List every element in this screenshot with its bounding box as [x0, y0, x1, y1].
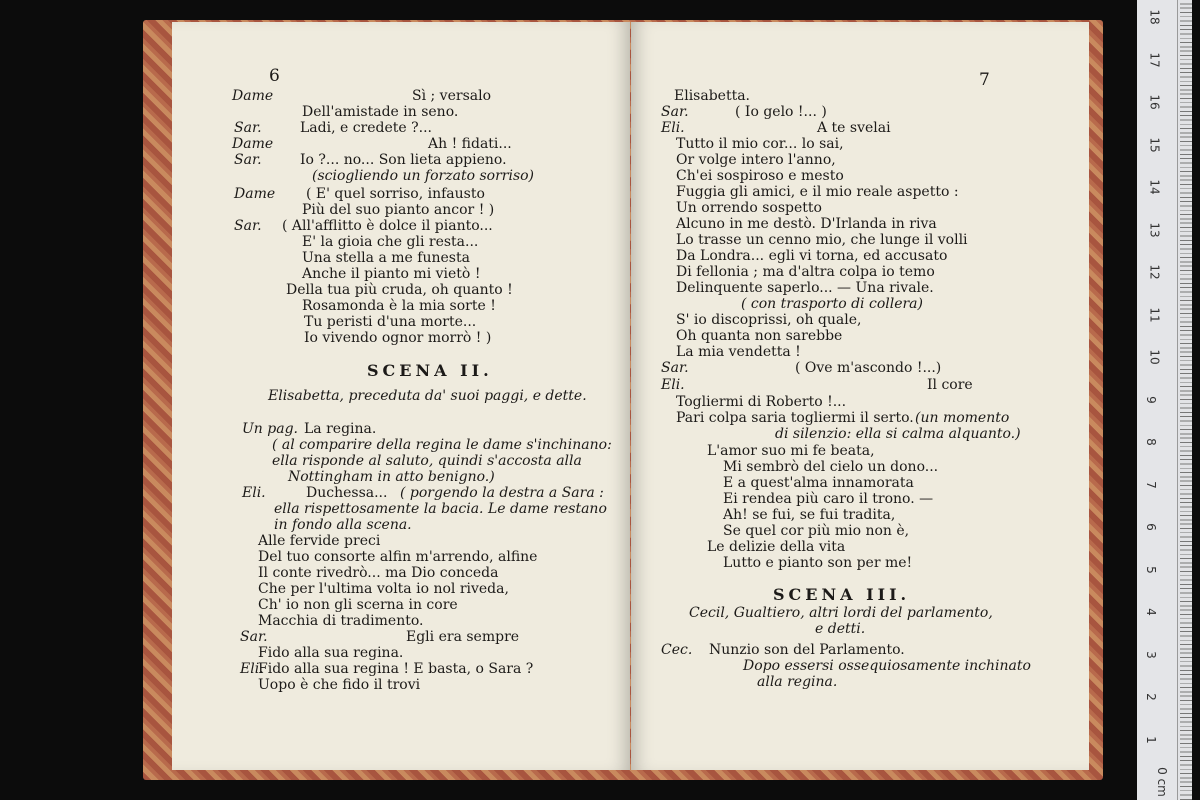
text-line: Dell'amistade in seno.	[302, 104, 459, 120]
text-line: Un pag.	[242, 421, 298, 437]
text-line: Ch'ei sospiroso e mesto	[676, 168, 844, 184]
ruler-tick-label: 6	[1143, 523, 1158, 531]
text-line: Egli era sempre	[406, 629, 520, 645]
text-line: Da Londra... egli vi torna, ed accusato	[676, 248, 948, 264]
text-line: Delinquente saperlo... — Una rivale.	[676, 280, 934, 296]
text-line: Ah! se fui, se fui tradita,	[723, 507, 896, 523]
text-line: Fuggia gli amici, e il mio reale aspetto :	[676, 184, 959, 200]
text-line: ella risponde al saluto, quindi s'accosta alla	[272, 453, 582, 469]
ruler-tick-label: 10	[1147, 349, 1162, 365]
text-line: Il conte rivedrò... ma Dio conceda	[258, 565, 499, 581]
text-line: Sar.	[240, 629, 268, 645]
text-line: (un momento	[915, 410, 1010, 426]
text-line: Io vivendo ognor morrò ! )	[304, 330, 492, 346]
text-line: Se quel cor più mio non è,	[723, 523, 910, 539]
text-line: Fido alla sua regina ! E basta, o Sara ?	[258, 661, 534, 677]
text-line: Uopo è che fido il trovi	[258, 677, 421, 693]
scene-heading: SCENA II.	[367, 361, 493, 380]
text-line: Cecil, Gualtiero, altri lordi del parlamento,	[689, 605, 993, 621]
text-line: Nunzio son del Parlamento.	[709, 642, 905, 658]
ruler-tick-label: 16	[1147, 94, 1162, 110]
text-line: Un orrendo sospetto	[676, 200, 822, 216]
text-line: Ch' io non gli scerna in core	[258, 597, 458, 613]
text-line: Fido alla sua regina.	[258, 645, 404, 661]
text-line: La regina.	[304, 421, 377, 437]
ruler-tick-label: 17	[1147, 51, 1162, 68]
text-line: ella rispettosamente la bacia. Le dame restano	[274, 501, 607, 517]
text-line: Ladi, e credete ?...	[300, 120, 433, 136]
ruler-tick-label: 18	[1147, 9, 1162, 25]
text-line: e detti.	[815, 621, 866, 637]
text-line: S' io discoprissi, oh quale,	[676, 312, 862, 328]
text-line: L'amor suo mi fe beata,	[707, 443, 875, 459]
ruler-tick-label: 12	[1147, 264, 1162, 280]
text-line: Eli.	[661, 377, 685, 393]
text-line: Alle fervide preci	[258, 533, 381, 549]
text-line: E a quest'alma innamorata	[723, 475, 914, 491]
text-line: E' la gioia che gli resta...	[302, 234, 479, 250]
text-line: Eli.	[240, 661, 264, 677]
text-line: Elisabetta.	[674, 88, 751, 104]
text-line: ( con trasporto di collera)	[741, 296, 923, 312]
text-line: ( Ove m'ascondo !...)	[795, 360, 942, 376]
text-line: Di fellonia ; ma d'altra colpa io temo	[676, 264, 935, 280]
ruler-tick-label: 1	[1143, 735, 1158, 744]
text-line: in fondo alla scena.	[274, 517, 412, 533]
text-line: Mi sembrò del cielo un dono...	[723, 459, 939, 475]
text-line: (sciogliendo un forzato sorriso)	[312, 168, 535, 184]
text-line: Macchia di tradimento.	[258, 613, 424, 629]
ruler-tick-label: 9	[1143, 395, 1158, 404]
ruler-tick-label: 3	[1143, 650, 1158, 659]
ruler-tick-label: 11	[1147, 306, 1162, 323]
text-line: ( All'afflitto è dolce il pianto...	[282, 218, 493, 234]
text-line: Lo trasse un cenno mio, che lunge il volli	[676, 232, 968, 248]
text-line: Rosamonda è la mia sorte !	[302, 298, 496, 314]
right-page	[631, 22, 1089, 770]
ruler-tick-label: 8	[1143, 438, 1158, 446]
text-line: Le delizie della vita	[707, 539, 846, 555]
text-line: alla regina.	[757, 674, 838, 690]
text-line: Una stella a me funesta	[302, 250, 470, 266]
text-line: Più del suo pianto ancor ! )	[302, 202, 495, 218]
text-line: ( porgendo la destra a Sara :	[400, 485, 604, 501]
text-line: Elisabetta, preceduta da' suoi paggi, e dette.	[268, 388, 587, 404]
text-line: Cec.	[661, 642, 693, 658]
text-line: Tu peristi d'una morte...	[304, 314, 477, 330]
text-line: La mia vendetta !	[676, 344, 801, 360]
text-line: Dopo essersi ossequiosamente inchinato	[743, 658, 1031, 674]
text-line: Che per l'ultima volta io nol riveda,	[258, 581, 509, 597]
scene-heading: SCENA III.	[773, 585, 911, 604]
ruler-tick-label: 5	[1143, 565, 1158, 574]
measuring-ruler	[1137, 0, 1192, 800]
ruler-tick-label: 13	[1147, 221, 1162, 238]
page-number: 6	[269, 66, 280, 86]
text-line: ( al comparire della regina le dame s'inchinano:	[272, 437, 612, 453]
text-line: Lutto e pianto son per me!	[723, 555, 913, 571]
text-line: Sar.	[661, 360, 689, 376]
text-line: Dame	[232, 88, 274, 104]
text-line: Anche il pianto mi vietò !	[302, 266, 481, 282]
ruler-tick-label: 4	[1143, 608, 1158, 616]
text-line: Tutto il mio cor... lo sai,	[676, 136, 844, 152]
text-line: Ah ! fidati...	[428, 136, 512, 152]
text-line: Ei rendea più caro il trono. —	[723, 491, 934, 507]
text-line: di silenzio: ella si calma alquanto.)	[775, 426, 1021, 442]
text-line: Della tua più cruda, oh quanto !	[286, 282, 513, 298]
text-line: Alcuno in me destò. D'Irlanda in riva	[676, 216, 937, 232]
text-line: Eli.	[242, 485, 266, 501]
ruler-tick-label: 0 cm	[1154, 767, 1169, 797]
text-line: Il core	[927, 377, 973, 393]
text-line: A te svelai	[817, 120, 891, 136]
text-line: Duchessa...	[306, 485, 388, 501]
page-number: 7	[979, 70, 990, 90]
ruler-tick-label: 14	[1147, 179, 1162, 195]
text-line: Sar.	[234, 152, 262, 168]
text-line: Oh quanta non sarebbe	[676, 328, 843, 344]
ruler-tick-label: 7	[1143, 480, 1158, 489]
text-line: Dame	[234, 186, 276, 202]
text-line: Pari colpa saria togliermi il serto.	[676, 410, 914, 426]
text-line: Del tuo consorte alfin m'arrendo, alfine	[258, 549, 538, 565]
text-line: ( Io gelo !... )	[735, 104, 827, 120]
text-line: Dame	[232, 136, 274, 152]
ruler-tick-label: 2	[1143, 693, 1158, 701]
text-line: Sar.	[234, 218, 262, 234]
text-line: Io ?... no... Son lieta appieno.	[300, 152, 507, 168]
text-line: Sì ; versalo	[412, 88, 492, 104]
ruler-tick-label: 15	[1147, 136, 1162, 153]
text-line: Nottingham in atto benigno.)	[288, 469, 495, 485]
text-line: Or volge intero l'anno,	[676, 152, 836, 168]
text-line: Sar.	[661, 104, 689, 120]
text-line: ( E' quel sorriso, infausto	[306, 186, 485, 202]
left-page	[172, 22, 630, 770]
text-line: Eli.	[661, 120, 685, 136]
text-line: Togliermi di Roberto !...	[676, 394, 847, 410]
text-line: Sar.	[234, 120, 262, 136]
